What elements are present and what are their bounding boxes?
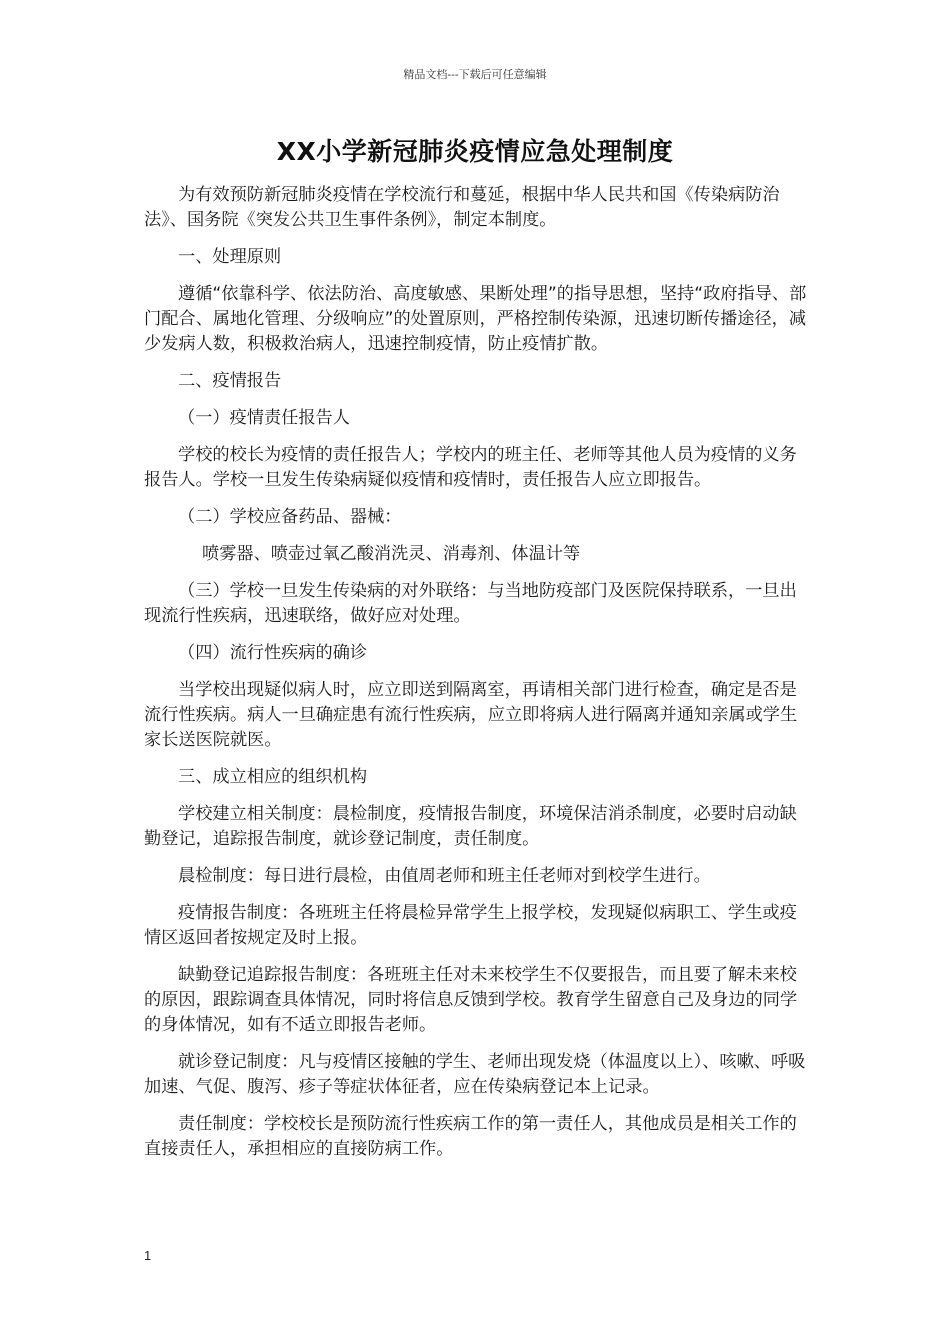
section-heading-reporting: 二、疫情报告 [178, 371, 282, 391]
systems-paragraph: 学校建立相关制度：晨检制度，疫情报告制度，环境保洁消杀制度，必要时启动缺勤登记，追踪报告制度，就诊登记制度，责任制度。 [144, 804, 797, 849]
section-heading-principles: 一、处理原则 [178, 247, 282, 267]
document-body [144, 183, 812, 1174]
subheading-supplies: （二）学校应备药品、器械： [178, 507, 402, 527]
subheading-diagnosis: （四）流行性疾病的确诊 [178, 643, 368, 663]
document-title: XX小学新冠肺炎疫情应急处理制度 [276, 137, 674, 166]
external-liaison-paragraph: （三）学校一旦发生传染病的对外联络：与当地防疫部门及医院保持联系，一旦出现流行性疾病，迅速联络，做好应对处理。 [144, 581, 797, 626]
responsible-reporter-paragraph: 学校的校长为疫情的责任报告人；学校内的班主任、老师等其他人员为疫情的义务报告人。学校一旦发生传染病疑似疫情和疫情时，责任报告人应立即报告。 [144, 445, 797, 490]
page-header: 精品文档---下载后可任意编辑 [403, 68, 547, 81]
clinic-registration-paragraph: 就诊登记制度：凡与疫情区接触的学生、老师出现发烧（体温度以上）、咳嗽、呼吸加速、气促、腹泻、疹子等症状体征者，应在传染病登记本上记录。 [144, 1052, 806, 1097]
epidemic-report-paragraph: 疫情报告制度：各班班主任将晨检异常学生上报学校，发现疑似病职工、学生或疫情区返回者按规定及时上报。 [144, 903, 797, 948]
subheading-responsible-reporter: （一）疫情责任报告人 [178, 408, 350, 428]
principles-paragraph: 遵循“依靠科学、依法防治、高度敏感、果断处理”的指导思想，坚持“政府指导、部门配合、属地化管理、分级响应”的处置原则，严格控制传染源，迅速切断传播途径，减少发病人数，积极救治病人，迅速控制疫情，防止疫情扩散。 [144, 284, 807, 354]
morning-check-paragraph: 晨检制度：每日进行晨检，由值周老师和班主任老师对到校学生进行。 [178, 866, 711, 886]
section-heading-organization: 三、成立相应的组织机构 [178, 767, 368, 787]
responsibility-paragraph: 责任制度：学校校长是预防流行性疾病工作的第一责任人，其他成员是相关工作的直接责任人，承担相应的直接防病工作。 [144, 1114, 797, 1159]
absence-tracking-paragraph: 缺勤登记追踪报告制度：各班班主任对未来校学生不仅要报告，而且要了解未来校的原因，跟踪调查具体情况，同时将信息反馈到学校。教育学生留意自己及身边的同学的身体情况，如有不适立即报告老师。 [144, 965, 798, 1035]
diagnosis-paragraph: 当学校出现疑似病人时，应立即送到隔离室，再请相关部门进行检查，确定是否是流行性疾病。病人一旦确症患有流行性疾病，应立即将病人进行隔离并通知亲属或学生家长送医院就医。 [144, 680, 798, 750]
page-number: 1 [144, 1248, 152, 1263]
intro-paragraph: 为有效预防新冠肺炎疫情在学校流行和蔓延，根据中华人民共和国《传染病防治法》、国务院《突发公共卫生事件条例》，制定本制度。 [144, 185, 780, 230]
supplies-list: 喷雾器、喷壶过氧乙酸消洗灵、消毒剂、体温计等 [202, 544, 581, 564]
